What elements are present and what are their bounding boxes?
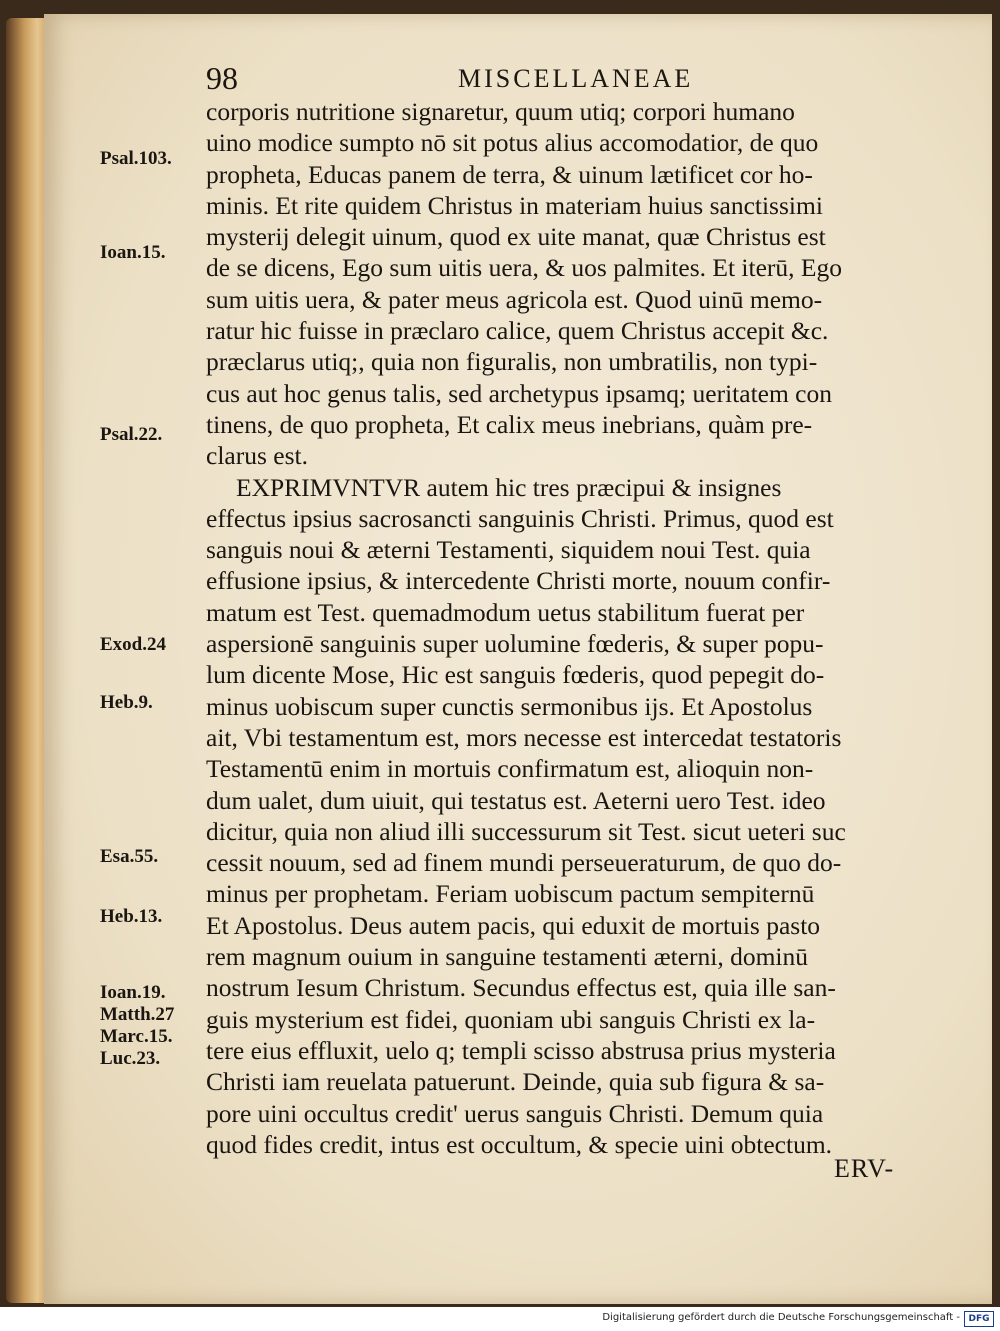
running-title: MISCELLANEAE bbox=[458, 64, 694, 93]
text-line: clarus est. bbox=[206, 441, 308, 471]
text-line: Et Apostolus. Deus autem pacis, qui eduxit de mortuis pasto bbox=[206, 910, 821, 940]
text-line: minus per prophetam. Feriam uobiscum pactum sempiternū bbox=[206, 879, 815, 909]
margin-note: Esa.55. bbox=[100, 846, 159, 867]
text-line: effectus ipsius sacrosancti sanguinis Christi. Primus, quod est bbox=[206, 503, 834, 533]
margin-note: Heb.13. bbox=[100, 906, 163, 927]
text-line: effusione ipsius, & intercedente Christi morte, nouum confir- bbox=[206, 566, 831, 596]
text-line: uino modice sumpto nō sit potus alius accomodatior, de quo bbox=[206, 128, 819, 158]
margin-note: Ioan.15. bbox=[100, 242, 166, 263]
margin-note: Ioan.19. bbox=[100, 982, 166, 1003]
text-line: Testamentū enim in mortuis confirmatum est, alioquin non- bbox=[206, 754, 814, 784]
text-line: cus aut hoc genus talis, sed archetypus ipsamq; ueritatem con bbox=[206, 378, 832, 408]
text-line: sum uitis uera, & pater meus agricola est. Quod uinū memo- bbox=[206, 284, 823, 314]
text-line: aspersionē sanguinis super uolumine fœderis, & super popu- bbox=[206, 629, 824, 659]
text-line: EXPRIMVNTVR autem hic tres præcipui & insignes bbox=[236, 472, 782, 502]
text-line: lum dicente Mose, Hic est sanguis fœderis, quod pepegit do- bbox=[206, 660, 825, 690]
dfg-logo-icon: DFG bbox=[964, 1311, 994, 1327]
margin-note: Heb.9. bbox=[100, 692, 153, 713]
margin-note: Marc.15. bbox=[100, 1026, 173, 1047]
footer-bar bbox=[0, 1307, 1000, 1331]
page-header bbox=[44, 60, 992, 100]
body-text bbox=[206, 96, 966, 1160]
text-line: minus uobiscum super cunctis sermonibus ijs. Et Apostolus bbox=[206, 691, 813, 721]
text-line: propheta, Educas panem de terra, & uinum lætificet cor ho- bbox=[206, 159, 813, 189]
text-line: sanguis noui & æterni Testamenti, siquidem noui Test. quia bbox=[206, 535, 811, 565]
footer-credit: Digitalisierung gefördert durch die Deutsche Forschungsgemeinschaft - bbox=[602, 1312, 960, 1323]
margin-note: Matth.27 bbox=[100, 1004, 175, 1025]
text-line: pore uini occultus credit' uerus sanguis Christi. Demum quia bbox=[206, 1098, 824, 1128]
text-line: guis mysterium est fidei, quoniam ubi sanguis Christi ex la- bbox=[206, 1004, 816, 1034]
text-line: de se dicens, Ego sum uitis uera, & uos palmites. Et iterū, Ego bbox=[206, 253, 842, 283]
text-line: tinens, de quo propheta, Et calix meus inebrians, quàm pre- bbox=[206, 409, 813, 439]
margin-note: Psal.22. bbox=[100, 424, 163, 445]
text-line: tere eius effluxit, uelo q; templi scisso abstrusa prius mysteria bbox=[206, 1035, 836, 1065]
text-line: cessit nouum, sed ad finem mundi perseueraturum, de quo do- bbox=[206, 848, 842, 878]
text-line: rem magnum ouium in sanguine testamenti æterni, dominū bbox=[206, 942, 808, 972]
text-line: matum est Test. quemadmodum uetus stabilitum fuerat per bbox=[206, 597, 805, 627]
page-number: 98 bbox=[206, 60, 238, 96]
text-line: dum ualet, dum uiuit, qui testatus est. Aeterni uero Test. ideo bbox=[206, 785, 826, 815]
text-line: præclarus utiq;, quia non figuralis, non umbratilis, non typi- bbox=[206, 347, 818, 377]
text-line: corporis nutritione signaretur, quum utiq; corpori humano bbox=[206, 97, 795, 126]
margin-note: Luc.23. bbox=[100, 1048, 161, 1069]
catchword: ERV- bbox=[834, 1154, 895, 1183]
text-line: mysterij delegit uinum, quod ex uite manat, quæ Christus est bbox=[206, 222, 826, 252]
margin-note: Exod.24 bbox=[100, 634, 166, 655]
text-line: dicitur, quia non aliud illi successurum sit Test. sicut ueteri suc bbox=[206, 816, 846, 846]
text-line: Christi iam reuelata patuerunt. Deinde, quia sub figura & sa- bbox=[206, 1067, 825, 1097]
margin-note: Psal.103. bbox=[100, 148, 172, 169]
text-line: quod fides credit, intus est occultum, & specie uini obtectum. bbox=[206, 1129, 833, 1159]
text-line: nostrum Iesum Christum. Secundus effectus est, quia ille san- bbox=[206, 973, 836, 1003]
text-line: ait, Vbi testamentum est, mors necesse est intercedat testatoris bbox=[206, 722, 842, 752]
text-line: ratur hic fuisse in præclaro calice, quem Christus accepit &c. bbox=[206, 316, 829, 346]
text-line: minis. Et rite quidem Christus in materiam huius sanctissimi bbox=[206, 190, 823, 220]
book-page bbox=[44, 14, 992, 1304]
